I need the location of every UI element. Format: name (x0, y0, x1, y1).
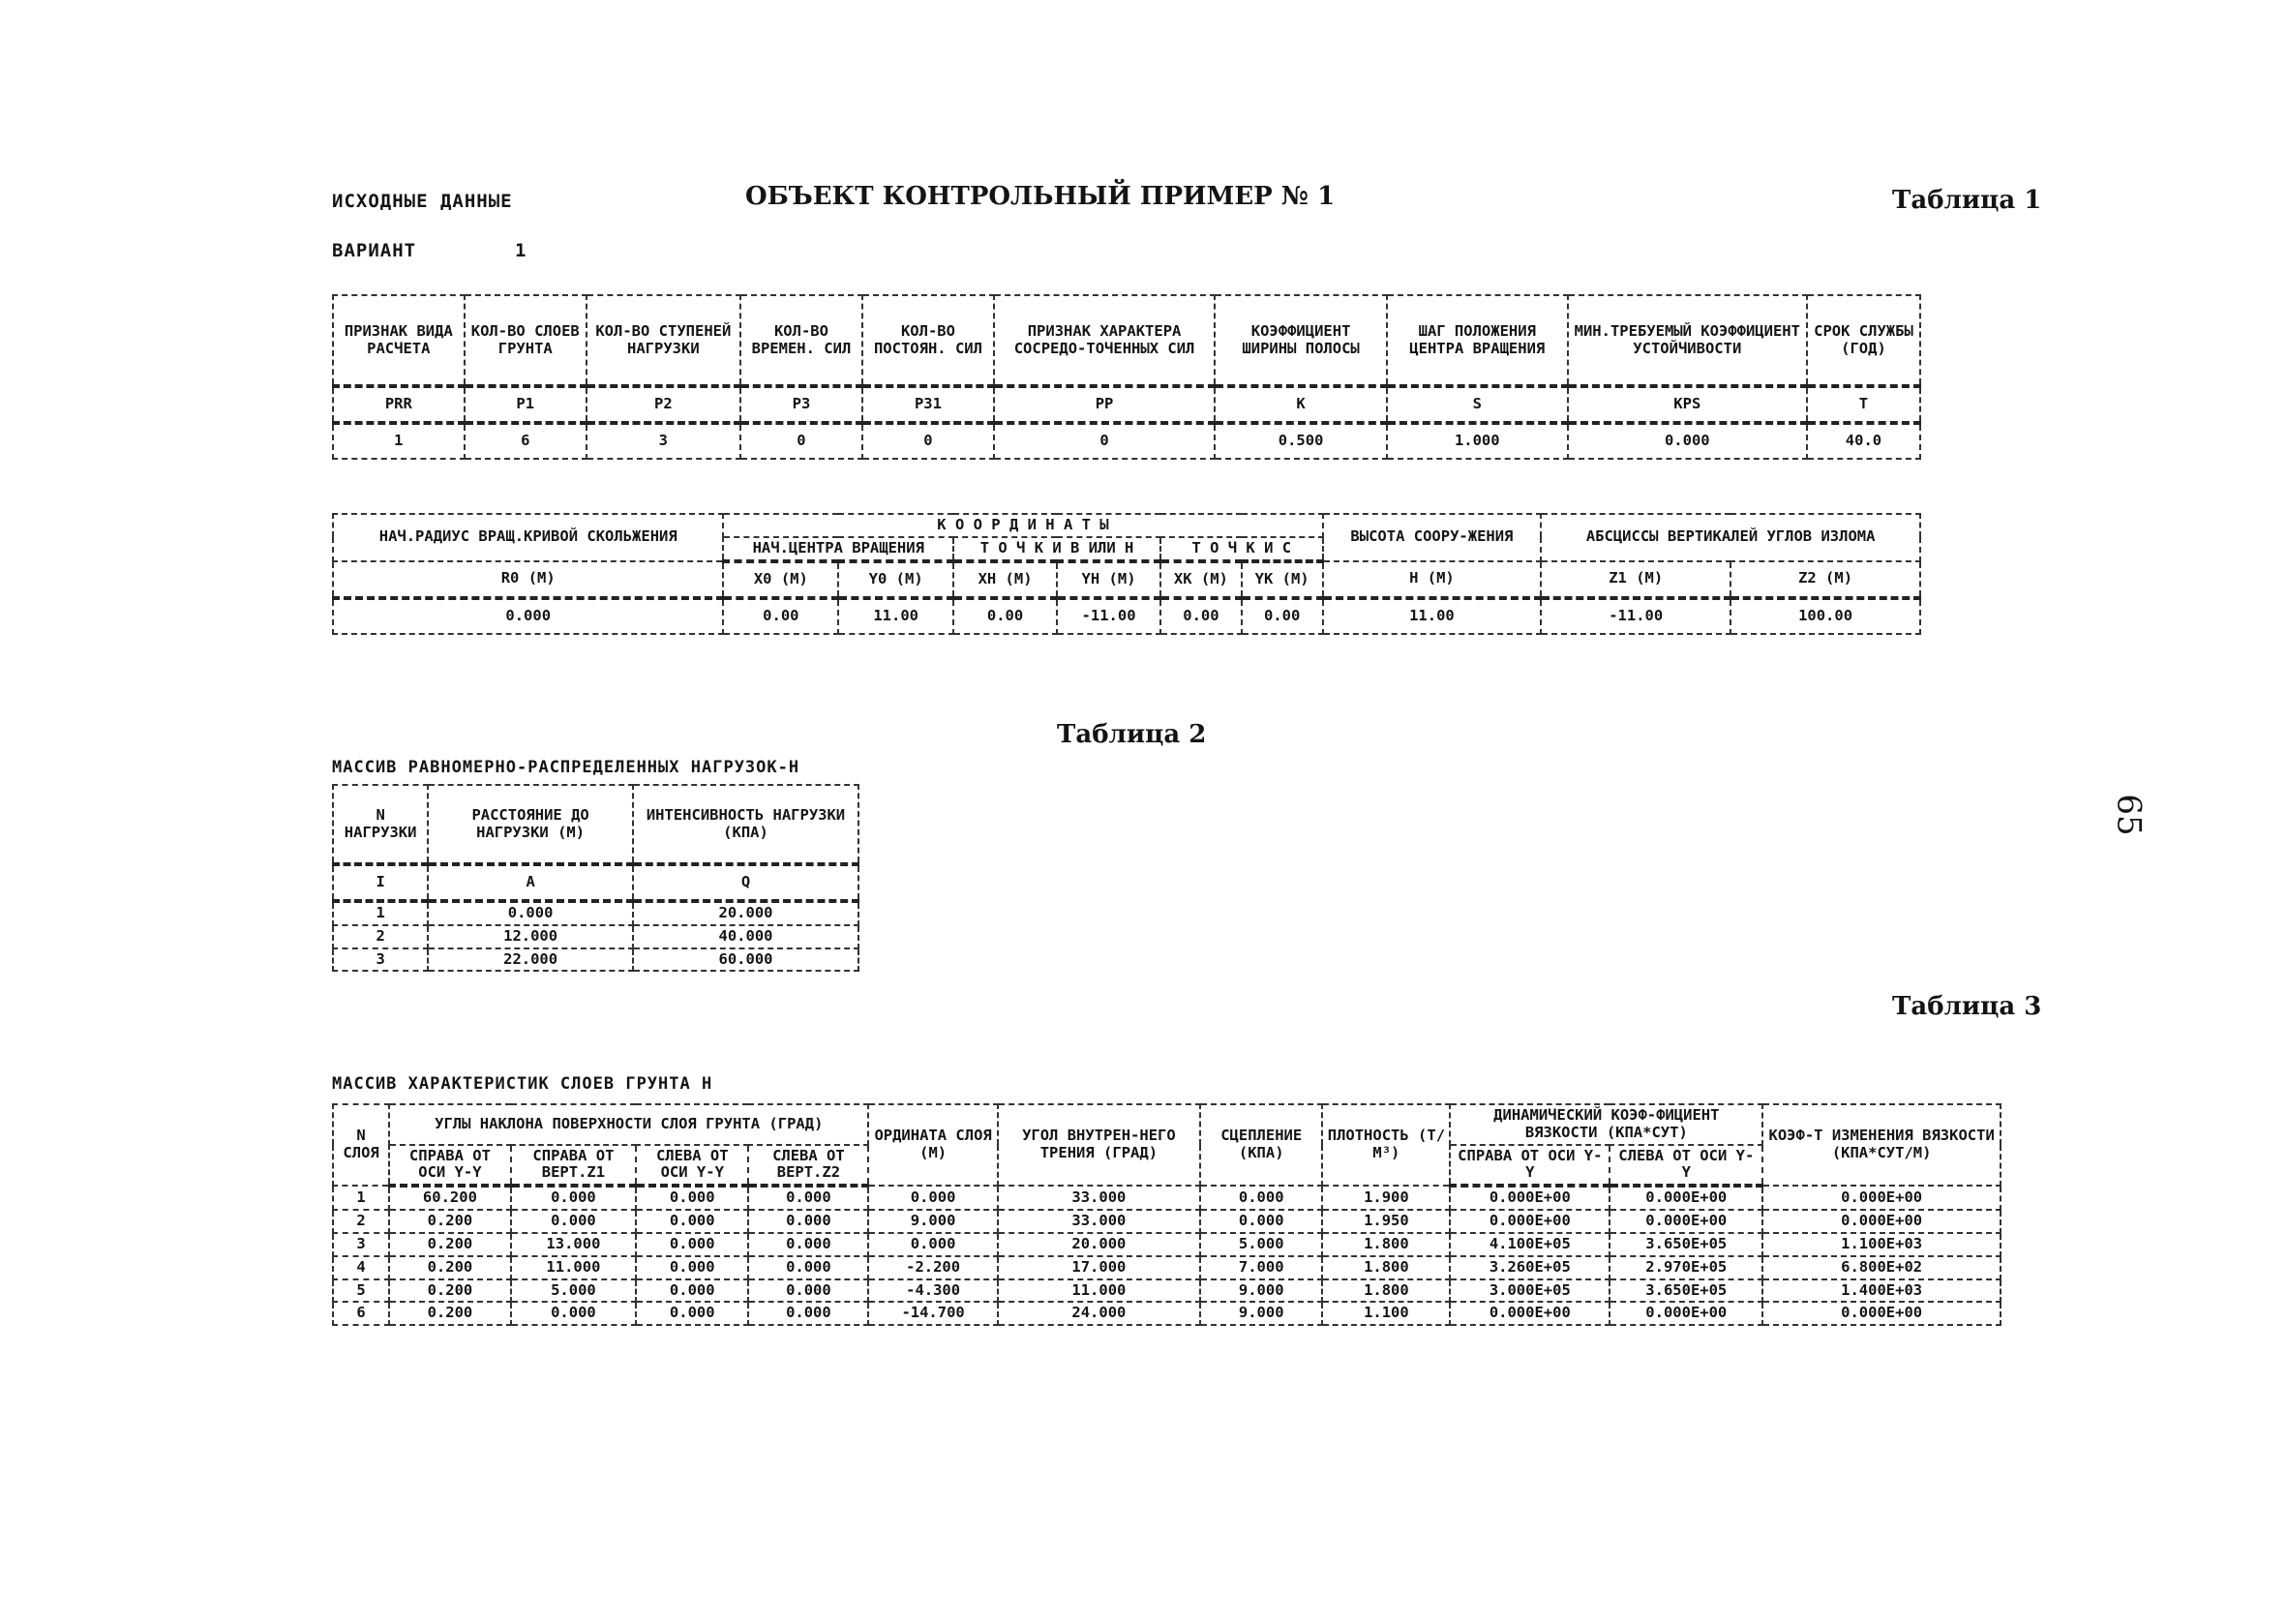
layers-cell: 6 (333, 1302, 389, 1325)
layers-array-title: МАССИВ ХАРАКТЕРИСТИК СЛОЕВ ГРУНТА Н (332, 1074, 713, 1094)
loads-header: ИНТЕНСИВНОСТЬ НАГРУЗКИ (КПА) (633, 785, 858, 864)
layers-cell: 13.000 (511, 1233, 636, 1256)
loads-table (332, 784, 859, 972)
layers-cell: 33.000 (998, 1210, 1200, 1233)
t1-header: КОЛ-ВО СТУПЕНЕЙ НАГРУЗКИ (587, 295, 740, 386)
t1-header: ПРИЗНАК ХАРАКТЕРА СОСРЕДО-ТОЧЕННЫХ СИЛ (994, 295, 1216, 386)
header-left: ИСХОДНЫЕ ДАННЫЕ (332, 191, 513, 212)
t1-value: 3 (587, 423, 740, 459)
loads-header: N НАГРУЗКИ (333, 785, 428, 864)
layers-cell: 0.000 (636, 1279, 748, 1303)
layers-cell: 9.000 (1200, 1279, 1322, 1303)
t2-value: 0.00 (723, 598, 838, 634)
layers-cell: 0.000 (511, 1186, 636, 1210)
layers-cell: 0.000 (748, 1186, 868, 1210)
loads-cell: 12.000 (428, 925, 633, 948)
layers-cell: 0.000 (1200, 1210, 1322, 1233)
layers-cell: 4 (333, 1256, 389, 1279)
t1-code: P2 (587, 386, 740, 423)
layers-cell: 0.200 (389, 1302, 511, 1325)
layers-cell: 20.000 (998, 1233, 1200, 1256)
t1-header: КОЛ-ВО СЛОЕВ ГРУНТА (465, 295, 587, 386)
layers-cell: 0.000E+00 (1610, 1186, 1762, 1210)
t1-value: 0 (862, 423, 994, 459)
layers-cell: 1.900 (1322, 1186, 1450, 1210)
layers-cell: 0.000E+00 (1610, 1210, 1762, 1233)
t2-point-b-header: Т О Ч К И В ИЛИ Н (953, 537, 1160, 561)
t1-code: P1 (465, 386, 587, 423)
t2-code: YН (М) (1057, 561, 1160, 598)
layers-cell: 1.100E+03 (1762, 1233, 2001, 1256)
loads-cell: 20.000 (633, 901, 858, 925)
layers-cell: 0.000 (636, 1186, 748, 1210)
t2-code: R0 (М) (333, 561, 723, 598)
layers-change-header: КОЭФ-Т ИЗМЕНЕНИЯ ВЯЗКОСТИ (КПА*СУТ/М) (1762, 1104, 2001, 1186)
layers-cell: 5 (333, 1279, 389, 1303)
layers-angle-header: УГОЛ ВНУТРЕН-НЕГО ТРЕНИЯ (ГРАД) (998, 1104, 1200, 1186)
t1-header: СРОК СЛУЖБЫ (ГОД) (1807, 295, 1920, 386)
layers-cell: 17.000 (998, 1256, 1200, 1279)
t1-code: PP (994, 386, 1216, 423)
layers-cell: 2 (333, 1210, 389, 1233)
t2-value: 0.00 (953, 598, 1057, 634)
layers-cell: 24.000 (998, 1302, 1200, 1325)
layers-cell: 0.000E+00 (1450, 1210, 1610, 1233)
table-3-label: Таблица 3 (1892, 992, 2042, 1021)
t1-header: КОЭФФИЦИЕНТ ШИРИНЫ ПОЛОСЫ (1215, 295, 1387, 386)
loads-cell: 22.000 (428, 948, 633, 972)
layers-cell: -14.700 (868, 1302, 997, 1325)
variant-value: 1 (515, 240, 527, 261)
layers-cell: 0.200 (389, 1210, 511, 1233)
t1-header: КОЛ-ВО ПОСТОЯН. СИЛ (862, 295, 994, 386)
t1-code: T (1807, 386, 1920, 423)
t1-value: 0.500 (1215, 423, 1387, 459)
t2-value: 11.00 (1323, 598, 1542, 634)
layers-cell: 1.800 (1322, 1233, 1450, 1256)
layers-visc-col: СЛЕВА ОТ ОСИ Y-Y (1610, 1145, 1762, 1187)
t2-code: XК (М) (1160, 561, 1242, 598)
t2-value: -11.00 (1057, 598, 1160, 634)
layers-ordinate-header: ОРДИНАТА СЛОЯ (М) (868, 1104, 997, 1186)
t1-header: ШАГ ПОЛОЖЕНИЯ ЦЕНТРА ВРАЩЕНИЯ (1387, 295, 1568, 386)
layers-cell: 0.200 (389, 1256, 511, 1279)
t1-value: 0.000 (1568, 423, 1807, 459)
loads-cell: 40.000 (633, 925, 858, 948)
header-table-label: Таблица 1 (1892, 186, 2042, 215)
layers-cell: 0.000 (748, 1210, 868, 1233)
t1-header: КОЛ-ВО ВРЕМЕН. СИЛ (740, 295, 862, 386)
layers-cell: 0.000E+00 (1450, 1186, 1610, 1210)
layers-visc-col: СПРАВА ОТ ОСИ Y-Y (1450, 1145, 1610, 1187)
layers-cell: 0.000 (748, 1279, 868, 1303)
loads-code: A (428, 864, 633, 901)
t2-value: 0.000 (333, 598, 723, 634)
layers-cell: 1 (333, 1186, 389, 1210)
layers-cell: 0.000 (1200, 1186, 1322, 1210)
t1-code: PRR (333, 386, 465, 423)
t2-code: XН (М) (953, 561, 1057, 598)
t2-coords-header: К О О Р Д И Н А Т Ы (723, 514, 1322, 537)
layers-cell: 4.100E+05 (1450, 1233, 1610, 1256)
t2-value: 11.00 (838, 598, 953, 634)
layers-cell: 2.970E+05 (1610, 1256, 1762, 1279)
layers-cell: 0.000E+00 (1762, 1186, 2001, 1210)
layers-slope-col: СЛЕВА ОТ ОСИ Y-Y (636, 1145, 748, 1187)
layers-cell: -4.300 (868, 1279, 997, 1303)
t1-code: KPS (1568, 386, 1807, 423)
t1-header: МИН.ТРЕБУЕМЫЙ КОЭФФИЦИЕНТ УСТОЙЧИВОСТИ (1568, 295, 1807, 386)
t2-value: -11.00 (1541, 598, 1730, 634)
table-1 (332, 294, 1921, 460)
layers-cell: 5.000 (1200, 1233, 1322, 1256)
layers-cell: 0.000 (511, 1210, 636, 1233)
layers-cell: 9.000 (868, 1210, 997, 1233)
t1-header: ПРИЗНАК ВИДА РАСЧЕТА (333, 295, 465, 386)
layers-cell: 0.000 (636, 1256, 748, 1279)
layers-cell: 3.260E+05 (1450, 1256, 1610, 1279)
layers-cell: 3.650E+05 (1610, 1233, 1762, 1256)
t1-code: K (1215, 386, 1387, 423)
t1-value: 1 (333, 423, 465, 459)
layers-slope-header: УГЛЫ НАКЛОНА ПОВЕРХНОСТИ СЛОЯ ГРУНТА (ГРАД) (389, 1104, 868, 1145)
t1-value: 40.0 (1807, 423, 1920, 459)
layers-cell: 0.000 (748, 1256, 868, 1279)
t1-code: P3 (740, 386, 862, 423)
layers-cell: 0.200 (389, 1233, 511, 1256)
t2-radius-header: НАЧ.РАДИУС ВРАЩ.КРИВОЙ СКОЛЬЖЕНИЯ (333, 514, 723, 561)
layers-cell: 1.100 (1322, 1302, 1450, 1325)
loads-code: I (333, 864, 428, 901)
layers-cell: 0.000 (868, 1233, 997, 1256)
layers-cell: 1.400E+03 (1762, 1279, 2001, 1303)
layers-cell: 3.650E+05 (1610, 1279, 1762, 1303)
layers-cell: 0.000 (511, 1302, 636, 1325)
loads-cell: 2 (333, 925, 428, 948)
layers-slope-col: СЛЕВА ОТ ВЕРТ.Z2 (748, 1145, 868, 1187)
layers-cell: -2.200 (868, 1256, 997, 1279)
layers-cell: 9.000 (1200, 1302, 1322, 1325)
layers-cell: 1.800 (1322, 1279, 1450, 1303)
t1-value: 0 (740, 423, 862, 459)
loads-cell: 0.000 (428, 901, 633, 925)
page-number: 65 (2109, 794, 2149, 836)
layers-cell: 1.800 (1322, 1256, 1450, 1279)
loads-cell: 60.000 (633, 948, 858, 972)
layers-cell: 60.200 (389, 1186, 511, 1210)
layers-cell: 1.950 (1322, 1210, 1450, 1233)
layers-slope-col: СПРАВА ОТ ВЕРТ.Z1 (511, 1145, 636, 1187)
t2-code: YК (М) (1242, 561, 1323, 598)
t1-code: P31 (862, 386, 994, 423)
layers-cell: 0.000E+00 (1610, 1302, 1762, 1325)
t2-code: Y0 (М) (838, 561, 953, 598)
layers-cell: 0.000 (636, 1210, 748, 1233)
t2-point-c-header: Т О Ч К И С (1160, 537, 1322, 561)
loads-header: РАССТОЯНИЕ ДО НАГРУЗКИ (М) (428, 785, 633, 864)
layers-density-header: ПЛОТНОСТЬ (Т/М³) (1322, 1104, 1450, 1186)
layers-cell: 0.000 (868, 1186, 997, 1210)
layers-cell: 3 (333, 1233, 389, 1256)
loads-code: Q (633, 864, 858, 901)
t2-center-header: НАЧ.ЦЕНТРА ВРАЩЕНИЯ (723, 537, 953, 561)
layers-cell: 0.200 (389, 1279, 511, 1303)
layers-slope-col: СПРАВА ОТ ОСИ Y-Y (389, 1145, 511, 1187)
t2-absc-header: АБСЦИССЫ ВЕРТИКАЛЕЙ УГЛОВ ИЗЛОМА (1541, 514, 1920, 561)
table-coordinates (332, 513, 1921, 635)
layers-cell: 3.000E+05 (1450, 1279, 1610, 1303)
t1-value: 6 (465, 423, 587, 459)
layers-visc-header: ДИНАМИЧЕСКИЙ КОЭФ-ФИЦИЕНТ ВЯЗКОСТИ (КПА*СУТ) (1450, 1104, 1762, 1145)
layers-n-header: N СЛОЯ (333, 1104, 389, 1186)
layers-cell: 7.000 (1200, 1256, 1322, 1279)
t2-code: Z2 (М) (1730, 561, 1920, 598)
layers-cell: 0.000 (748, 1302, 868, 1325)
layers-cell: 6.800E+02 (1762, 1256, 2001, 1279)
layers-cell: 0.000 (748, 1233, 868, 1256)
layers-cell: 0.000E+00 (1450, 1302, 1610, 1325)
t2-value: 100.00 (1730, 598, 1920, 634)
t2-code: Z1 (М) (1541, 561, 1730, 598)
layers-cell: 0.000 (636, 1233, 748, 1256)
variant-label: ВАРИАНТ (332, 240, 417, 261)
t2-height-header: ВЫСОТА СООРУ-ЖЕНИЯ (1323, 514, 1542, 561)
layers-cell: 5.000 (511, 1279, 636, 1303)
layers-cell: 11.000 (998, 1279, 1200, 1303)
layers-table (332, 1103, 2001, 1326)
loads-cell: 3 (333, 948, 428, 972)
t2-value: 0.00 (1242, 598, 1323, 634)
t2-code: X0 (М) (723, 561, 838, 598)
t2-code: H (М) (1323, 561, 1542, 598)
layers-cell: 0.000 (636, 1302, 748, 1325)
t1-value: 1.000 (1387, 423, 1568, 459)
layers-cell: 0.000E+00 (1762, 1302, 2001, 1325)
layers-cell: 0.000E+00 (1762, 1210, 2001, 1233)
t1-code: S (1387, 386, 1568, 423)
table-2-label: Таблица 2 (1057, 720, 1207, 749)
layers-cohesion-header: СЦЕПЛЕНИЕ (КПА) (1200, 1104, 1322, 1186)
t1-value: 0 (994, 423, 1216, 459)
header-center: ОБЪЕКТ КОНТРОЛЬНЫЙ ПРИМЕР № 1 (745, 182, 1336, 211)
loads-cell: 1 (333, 901, 428, 925)
t2-value: 0.00 (1160, 598, 1242, 634)
layers-cell: 11.000 (511, 1256, 636, 1279)
loads-array-title: МАССИВ РАВНОМЕРНО-РАСПРЕДЕЛЕННЫХ НАГРУЗОК-Н (332, 758, 800, 777)
layers-cell: 33.000 (998, 1186, 1200, 1210)
